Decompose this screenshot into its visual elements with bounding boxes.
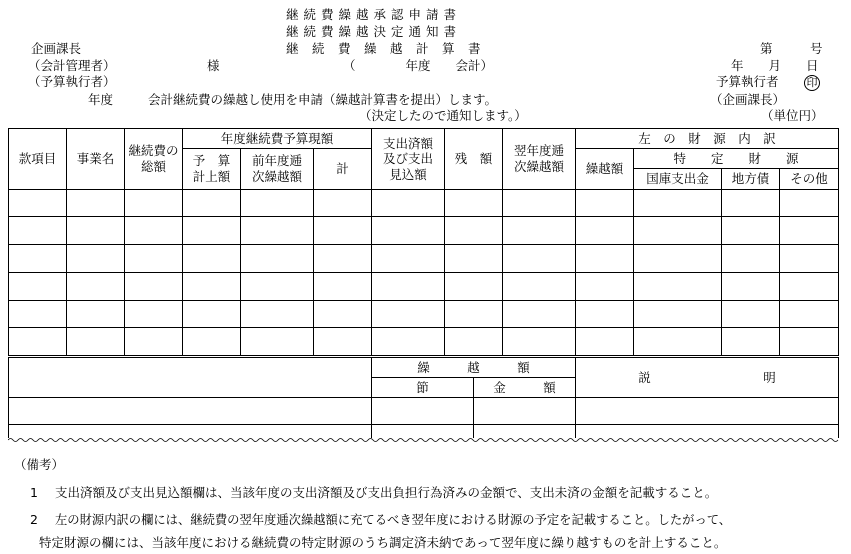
carryover-main-table [8, 128, 839, 356]
table-row [9, 398, 839, 425]
sender-planning-chief: （企画課長） [710, 92, 786, 107]
request-statement: 会計継続費の繰越し使用を申請（繰越計算書を提出）します。 [148, 92, 498, 107]
header-sum: 計 [314, 149, 372, 190]
note-1-number: 1 [30, 485, 38, 500]
title-approval-request: 継続費繰越承認申請書 [286, 7, 462, 22]
seal-mark: 印 [804, 75, 820, 91]
addressee-accounting-manager: （会計管理者） [28, 58, 116, 73]
header-prior-year: 前年度逓 次繰越額 [241, 149, 314, 190]
header-budget-amount: 予 算 計上額 [183, 149, 241, 190]
table-row [9, 217, 839, 245]
header-item: 款項目 [9, 129, 67, 190]
explanation-header: 説 明 [576, 358, 839, 398]
section-header: 節 [372, 378, 474, 398]
wavy-cut-line [8, 436, 839, 446]
honorific-sama: 様 [207, 58, 220, 73]
title-decision-notice: 継続費繰越決定通知書 [286, 24, 462, 39]
table-row [9, 301, 839, 328]
header-total: 継続費の総額 [125, 129, 183, 190]
header-carryover: 繰越額 [576, 149, 634, 190]
header-special-source: 特 定 財 源 [634, 149, 839, 169]
request-year: 年度 [88, 92, 114, 107]
note-2-text-line1: 左の財源内訳の欄には、継続費の翌年度逓次繰越額に充てるべき翌年度における財源の予定を記載すること。したがって、 [55, 513, 732, 527]
header-other: その他 [780, 169, 839, 190]
title-calculation-sheet: 継続費繰越計算書 [286, 41, 495, 56]
unit-label: （単位円） [761, 108, 824, 123]
header-expenditure: 支出済額 及び支出 見込額 [372, 129, 445, 190]
document-number: 第 号 [760, 41, 823, 56]
note-2-number: 2 [30, 512, 38, 527]
table-row [9, 273, 839, 301]
table-row [9, 328, 839, 356]
decision-statement: （決定したので通知します。） [359, 108, 527, 123]
document-date: 年 月 日 [731, 58, 819, 73]
fiscal-year-account: （ 年度 会計） [343, 58, 494, 73]
note-2-text-line2: 特定財源の欄には、当該年度における継続費の特定財源のうち調定済未納であって翌年度に繰り越すものを計上すること。 [39, 535, 727, 550]
header-source-group: 左 の 財 源 内 訳 [576, 129, 839, 149]
amount-header: 金 額 [474, 378, 576, 398]
notes-heading: （備考） [14, 457, 65, 472]
header-local-bond: 地方債 [722, 169, 780, 190]
header-national-treasury: 国庫支出金 [634, 169, 722, 190]
sender-budget-executor: 予算執行者 [716, 74, 779, 89]
note-1-text: 支出済額及び支出見込額欄は、当該年度の支出済額及び支出負担行為済みの金額で、支出未済の金額を記載すること。 [55, 485, 718, 500]
header-balance: 残 額 [445, 129, 503, 190]
header-budget-group: 年度継続費予算現額 [183, 129, 372, 149]
header-project: 事業名 [67, 129, 125, 190]
table-row [9, 190, 839, 217]
addressee-budget-executor: （予算執行者） [28, 74, 116, 89]
blank-left-area [9, 358, 372, 398]
header-next-year: 翌年度逓 次繰越額 [503, 129, 576, 190]
carry-amount-header: 繰 越 額 [372, 358, 576, 378]
addressee-planning-chief: 企画課長 [31, 41, 82, 56]
table-row [9, 245, 839, 273]
carryover-detail-table [8, 357, 839, 438]
